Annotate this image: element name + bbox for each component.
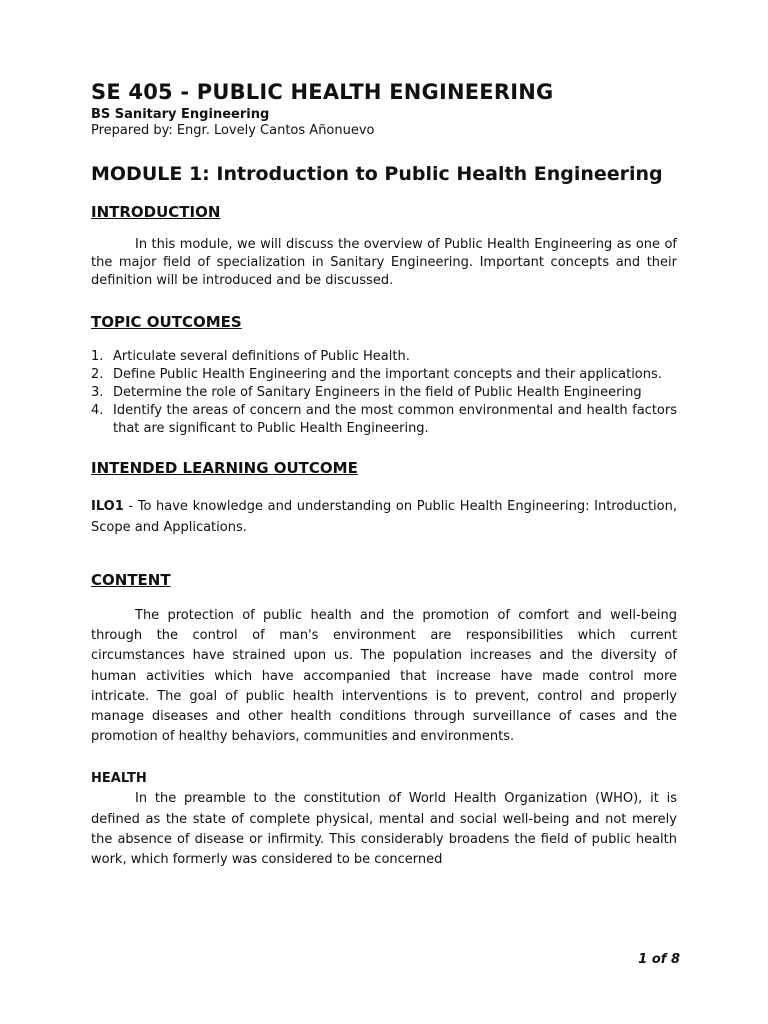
introduction-heading: INTRODUCTION bbox=[91, 203, 221, 221]
topic-outcomes-heading: TOPIC OUTCOMES bbox=[91, 313, 242, 331]
page-number: 1 of 8 bbox=[638, 952, 680, 967]
introduction-paragraph: In this module, we will discuss the overview of Public Health Engineering as one of the major field of specialization in Sanitary Engineering. Important concepts and their definition will be introduced and be discussed. bbox=[91, 237, 677, 288]
list-item bbox=[91, 366, 677, 384]
list-item bbox=[91, 384, 677, 402]
topic-outcomes-list bbox=[91, 348, 677, 438]
health-paragraph: In the preamble to the constitution of World Health Organization (WHO), it is defined as the state of complete physical, mental and social well-being and not merely the absence of disease or infirmity. This considerably broadens the field of public health work, which formerly was considered to be concerned bbox=[91, 791, 677, 868]
list-item-number: 4. bbox=[91, 403, 104, 418]
ilo-code: ILO1 bbox=[91, 499, 124, 514]
program-name: BS Sanitary Engineering bbox=[91, 107, 270, 122]
ilo-paragraph bbox=[91, 496, 677, 538]
content-paragraph: The protection of public health and the promotion of comfort and well-being through the control of man's environment are responsibilities which current circumstances have strained upon us. The population increases and the diversity of human activities which have accompanied that increase have made control more intricate. The goal of public health interventions is to prevent, control and properly manage diseases and other health conditions through surveillance of cases and the promotion of healthy behaviors, communities and environments. bbox=[91, 608, 677, 745]
content-heading: CONTENT bbox=[91, 571, 171, 589]
list-item-text: Define Public Health Engineering and the important concepts and their applications. bbox=[113, 367, 662, 382]
course-title: SE 405 - PUBLIC HEALTH ENGINEERING bbox=[91, 80, 554, 104]
prepared-by: Prepared by: Engr. Lovely Cantos Añonuevo bbox=[91, 123, 375, 138]
list-item-number: 2. bbox=[91, 367, 104, 382]
module-title: MODULE 1: Introduction to Public Health Engineering bbox=[91, 163, 663, 185]
page-content bbox=[91, 80, 677, 870]
list-item-number: 1. bbox=[91, 349, 104, 364]
list-item-text: Articulate several definitions of Public Health. bbox=[113, 349, 410, 364]
list-item bbox=[91, 348, 677, 366]
ilo-text: - To have knowledge and understanding on Public Health Engineering: Introduction, Scope and Applications. bbox=[91, 499, 677, 535]
intended-learning-outcome-heading: INTENDED LEARNING OUTCOME bbox=[91, 459, 358, 477]
list-item bbox=[91, 402, 677, 438]
list-item-text: Identify the areas of concern and the most common environmental and health factors that are significant to Public Health Engineering. bbox=[113, 403, 677, 436]
list-item-number: 3. bbox=[91, 385, 104, 400]
health-heading: HEALTH bbox=[91, 771, 147, 787]
list-item-text: Determine the role of Sanitary Engineers in the field of Public Health Engineering bbox=[113, 385, 642, 400]
